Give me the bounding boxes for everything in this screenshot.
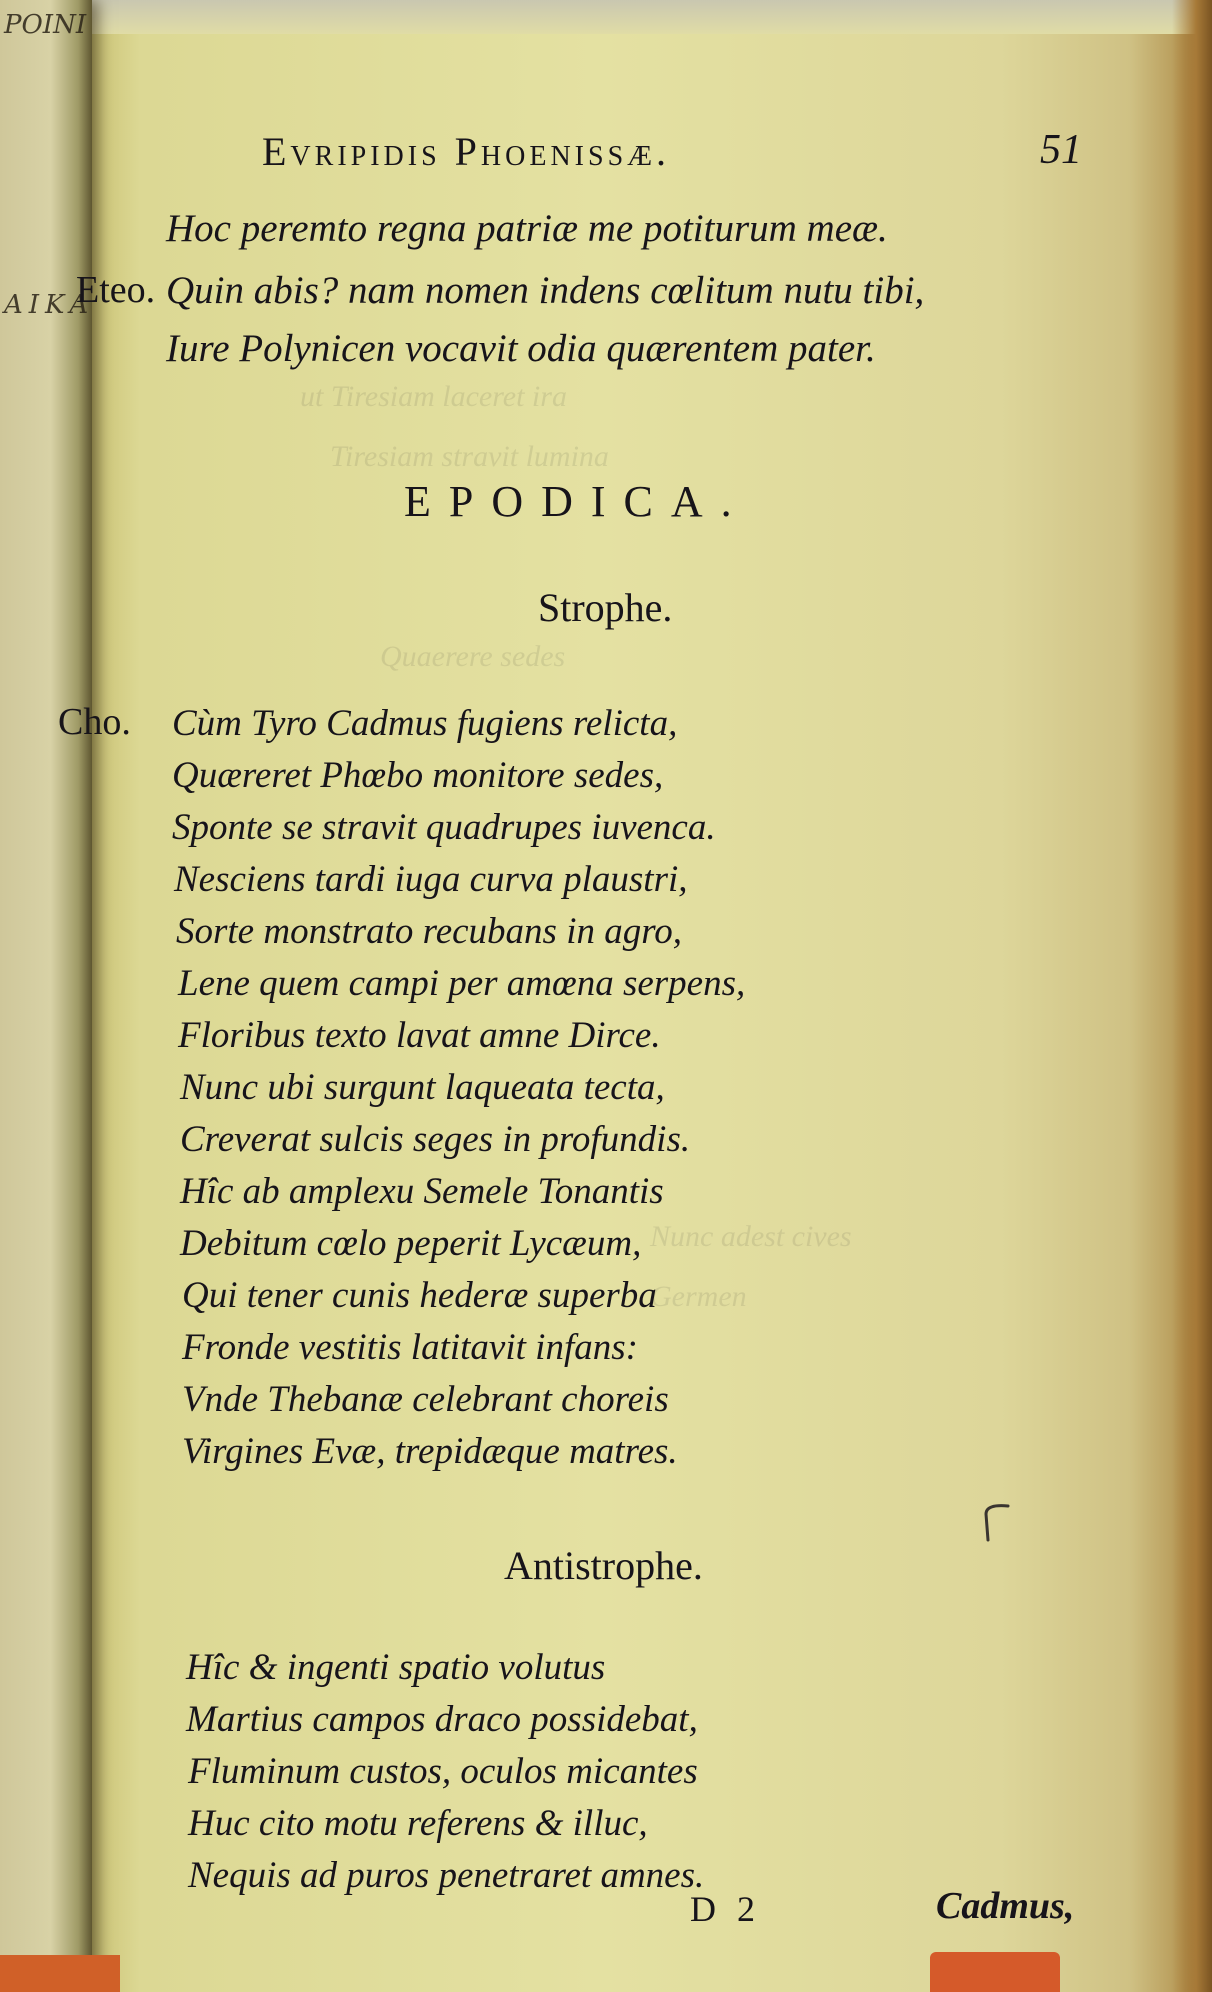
show-through-text: Quaerere sedes	[380, 640, 566, 673]
verse-line: Quin abis? nam nomen indens cœlitum nutu tibi,	[166, 269, 925, 312]
page-right-edge	[1172, 0, 1212, 1992]
verse-line: Nesciens tardi iuga curva plaustri,	[174, 859, 688, 900]
speaker-label: Eteo.	[76, 269, 156, 311]
verse-line: Martius campos draco possidebat,	[186, 1699, 698, 1740]
verse-line: Fluminum custos, oculos micantes	[188, 1751, 698, 1792]
antistrophe-title: Antistrophe.	[504, 1543, 703, 1588]
verse-line: Creverat sulcis seges in profundis.	[180, 1119, 691, 1160]
verse-line: Cùm Tyro Cadmus fugiens relicta,	[172, 703, 678, 744]
verse-line: Nunc ubi surgunt laqueata tecta,	[180, 1067, 665, 1108]
running-head: Evripidis Phoenissæ.	[262, 129, 671, 174]
verse-line: Huc cito motu referens & illuc,	[188, 1803, 648, 1844]
show-through-text: Tiresiam stravit lumina	[330, 440, 609, 473]
show-through-text: ut Tiresiam laceret ira	[300, 380, 567, 413]
show-through-text: Germen	[650, 1280, 747, 1313]
verse-line: Hoc peremto regna patriæ me potiturum meæ.	[166, 207, 888, 250]
verse-line: Hîc & ingenti spatio volutus	[186, 1647, 606, 1688]
top-background-strip	[92, 0, 1212, 34]
facing-page-fragment: AIKA	[4, 290, 95, 320]
verse-line: Iure Polynicen vocavit odia quærentem pater.	[166, 327, 876, 370]
bottom-left-tab	[0, 1955, 120, 1992]
signature-mark: D 2	[690, 1889, 761, 1929]
verse-line: Sorte monstrato recubans in agro,	[176, 911, 683, 952]
verse-line: Floribus texto lavat amne Dirce.	[178, 1015, 661, 1056]
verse-line: Vnde Thebanæ celebrant choreis	[182, 1379, 669, 1420]
catchword: Cadmus,	[936, 1885, 1075, 1927]
facing-page-fragment: POINI	[4, 10, 87, 40]
show-through-text: Nunc adest cives	[650, 1220, 852, 1253]
page-number: 51	[1040, 127, 1082, 173]
verse-line: Virgines Evæ, trepidæque matres.	[182, 1431, 678, 1472]
verse-line: Hîc ab amplexu Semele Tonantis	[180, 1171, 664, 1212]
strophe-title: Strophe.	[538, 585, 673, 630]
pencil-mark-icon	[978, 1500, 1016, 1544]
speaker-label: Cho.	[58, 701, 131, 743]
verse-line: Lene quem campi per amœna serpens,	[178, 963, 746, 1004]
verse-line: Qui tener cunis hederæ superba	[182, 1275, 657, 1316]
verse-line: Quæreret Phœbo monitore sedes,	[172, 755, 664, 796]
bottom-tab	[930, 1952, 1060, 1992]
section-heading: EPODICA.	[404, 477, 750, 526]
verse-line: Fronde vestitis latitavit infans:	[182, 1327, 638, 1368]
verse-line: Nequis ad puros penetraret amnes.	[188, 1855, 705, 1896]
verse-line: Sponte se stravit quadrupes iuvenca.	[172, 807, 716, 848]
verse-line: Debitum cœlo peperit Lycæum,	[180, 1223, 642, 1264]
